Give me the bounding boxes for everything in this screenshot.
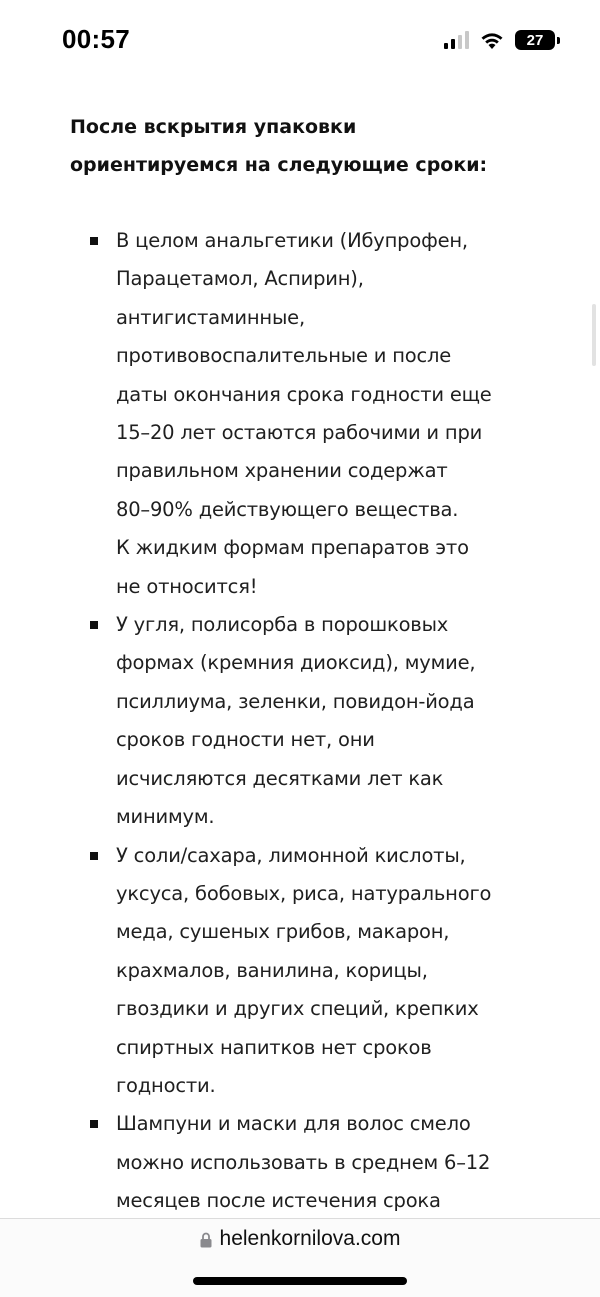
status-bar: [0, 0, 600, 80]
list-line: крахмалов, ванилина, корицы,: [116, 958, 428, 982]
list-item-sorbents: [0, 606, 600, 836]
scrollbar[interactable]: [592, 304, 596, 366]
list-line: У угля, полисорба в порошковых: [116, 613, 449, 637]
battery-nub: [557, 37, 560, 44]
list-line: даты окончания срока годности еще: [116, 382, 492, 406]
bullet-icon: [90, 237, 98, 245]
list-line: месяцев после истечения срока: [116, 1189, 441, 1213]
list-line: можно использовать в среднем 6–12: [116, 1150, 491, 1174]
list-item-shampoo: [0, 1105, 600, 1220]
list-line: не относится!: [116, 574, 258, 598]
status-time: 00:57: [62, 24, 130, 54]
list-line: исчисляются десятками лет как: [116, 766, 444, 790]
list-line: формах (кремния диоксид), мумие,: [116, 651, 476, 675]
browser-bottom-bar: [0, 1218, 600, 1297]
list-line: 80–90% действующего вещества.: [116, 497, 459, 521]
bullet-icon: [90, 852, 98, 860]
list-line: Шампуни и маски для волос смело: [116, 1112, 471, 1136]
list-item-analgesics: [0, 222, 600, 606]
shelf-life-list: [0, 222, 600, 1221]
list-line: противовоспалительные и после: [116, 344, 452, 368]
home-indicator[interactable]: [193, 1277, 407, 1285]
list-line: псиллиума, зеленки, повидон-йода: [116, 689, 475, 713]
list-line: меда, сушеных грибов, макарон,: [116, 920, 450, 944]
list-line: минимум.: [116, 805, 215, 829]
list-line: сроков годности нет, они: [116, 728, 375, 752]
bullet-icon: [90, 621, 98, 629]
heading-line: ориентируемся на следующие сроки:: [70, 154, 488, 176]
list-line: правильном хранении содержат: [116, 459, 448, 483]
list-line: Парацетамол, Аспирин),: [116, 267, 364, 291]
lock-icon: [200, 1232, 212, 1248]
bullet-icon: [90, 1120, 98, 1128]
list-line: К жидким формам препаратов это: [116, 536, 469, 560]
status-icons: [444, 28, 560, 52]
battery-level: 27: [515, 30, 555, 50]
list-line: антигистаминные,: [116, 305, 305, 329]
list-item-food: [0, 837, 600, 1106]
list-line: спиртных напитков нет сроков: [116, 1035, 432, 1059]
url-text[interactable]: helenkornilova.com: [219, 1227, 401, 1250]
battery-icon: [515, 30, 560, 50]
list-line: гвоздики и других специй, крепких: [116, 997, 479, 1021]
list-line: У соли/сахара, лимонной кислоты,: [116, 843, 466, 867]
list-line: В целом анальгетики (Ибупрофен,: [116, 229, 468, 252]
signal-icon: [444, 31, 469, 49]
list-line: уксуса, бобовых, риса, натурального: [116, 881, 492, 905]
address-bar[interactable]: [0, 1227, 600, 1251]
list-line: годности.: [116, 1073, 216, 1097]
article-heading: [70, 108, 560, 184]
wifi-icon: [479, 30, 505, 50]
list-line: 15–20 лет остаются рабочими и при: [116, 421, 483, 445]
heading-line: После вскрытия упаковки: [70, 116, 357, 138]
